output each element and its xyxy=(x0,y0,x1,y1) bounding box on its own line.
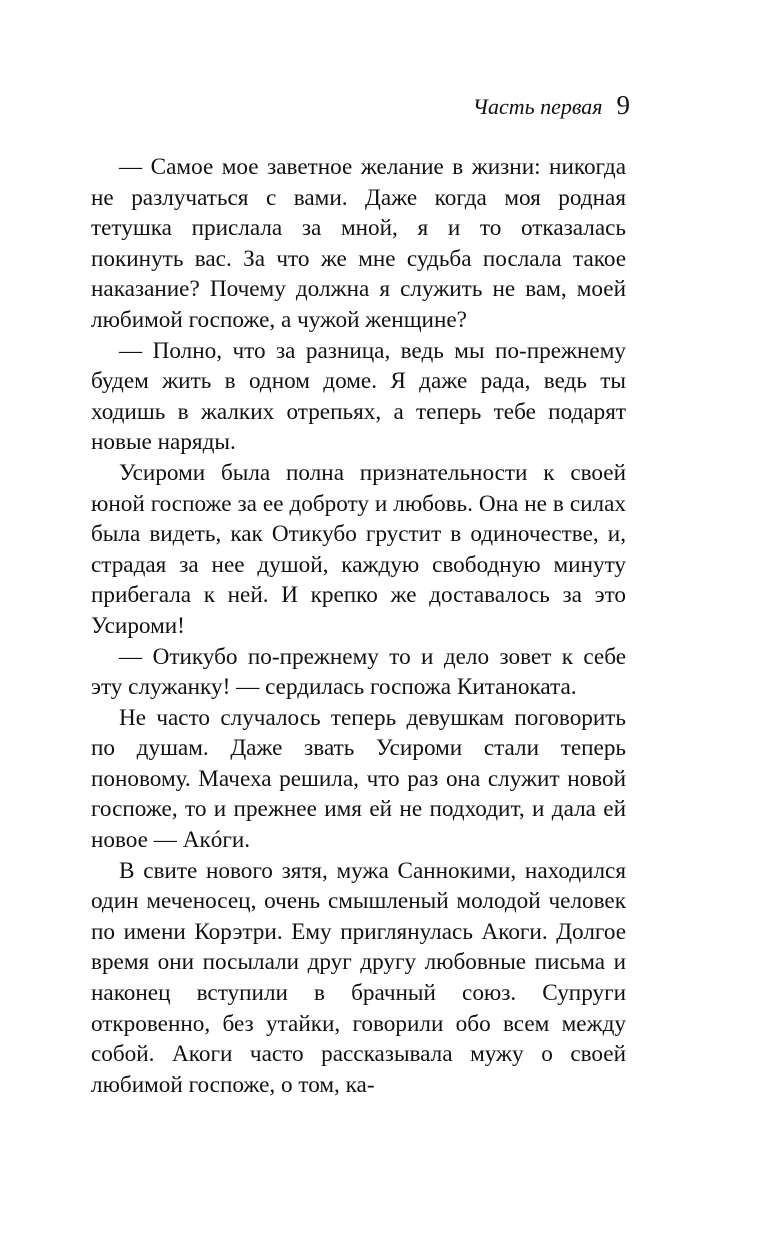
body-text xyxy=(91,152,626,1100)
paragraph: — Отикубо по-прежнему то и дело зовет к себе эту служанку! — сердилась госпожа Китаноката. xyxy=(91,643,626,701)
page-number: 9 xyxy=(616,90,630,120)
section-title: Часть первая xyxy=(472,94,603,119)
paragraph: — Самое мое заветное желание в жизни: никогда не разлучаться с вами. Даже когда моя родная тетушка прислала за мной, я и то отказалась покинуть вас. За что же мне судьба послала такое наказание? Почему должна я служить не вам, моей любимой госпоже, а чужой женщине? xyxy=(91,154,626,333)
paragraph: В свите нового зятя, мужа Саннокими, находился один меченосец, очень смышленый молодой человек по имени Корэтри. Ему приглянулась Акоги. Долгое время они посылали друг другу любовные письма и наконец вступили в брачный союз. Супруги откровенно, без утайки, говорили обо всем между собой. Акоги часто рассказывала мужу о своей любимой госпоже, о том, ка- xyxy=(91,857,626,1098)
paragraph: Не часто случалось теперь девушкам поговорить по душам. Даже звать Усироми стали теперь поновому. Мачеха решила, что раз она служит новой госпоже, то и прежнее имя ей не подходит, и дала ей новое — Акóги. xyxy=(91,704,626,854)
running-header xyxy=(473,90,630,121)
paragraph: — Полно, что за разница, ведь мы по-прежнему будем жить в одном доме. Я даже рада, ведь ты ходишь в жалких отрепьях, а теперь тебе подарят новые наряды. xyxy=(91,337,626,456)
paragraph: Усироми была полна признательности к своей юной госпоже за ее доброту и любовь. Она не в силах была видеть, как Отикубо грустит в одиночестве, и, страдая за нее душой, каждую свободную минуту прибегала к ней. И крепко же доставалось за это Усироми! xyxy=(91,459,626,639)
